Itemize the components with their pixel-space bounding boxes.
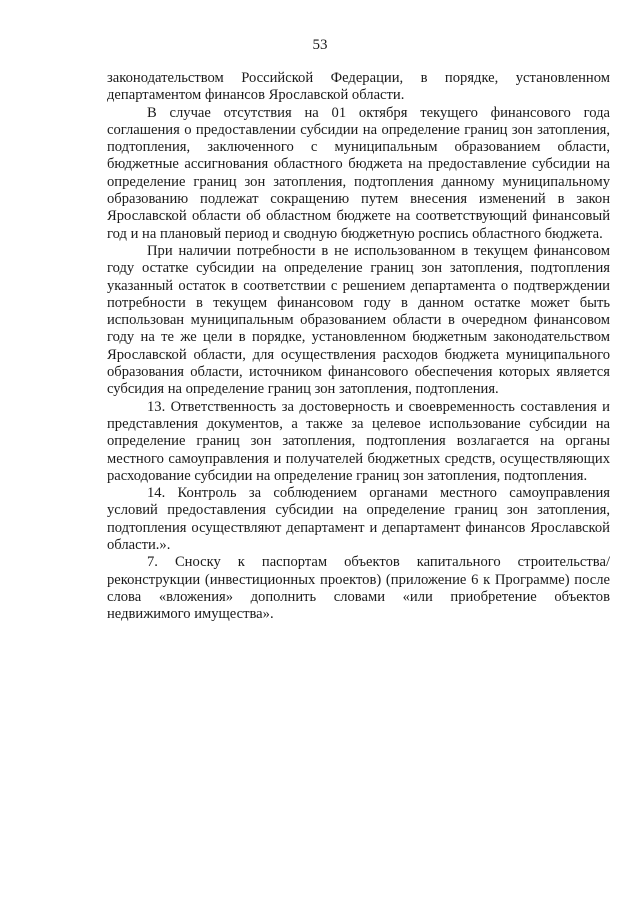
document-body	[107, 70, 610, 624]
paragraph: При наличии потребности в не использованном в текущем финансовом году остатке субсидии на определение границ зон затопления, подтопления указанный остаток в соответствии с решением департамента о подтверждении потребности в текущем финансовом году в данном остатке может быть использован муниципальным образованием области в очередном финансовом году на те же цели в порядке, установленном бюджетным законодательством Ярославской области, для осуществления расходов бюджета муниципального образования области, источником финансового обеспечения которых является субсидия на определение границ зон затопления, подтопления.	[107, 242, 610, 398]
paragraph: 7. Сноску к паспортам объектов капитального строительства/ реконструкции (инвестиционных проектов) (приложение 6 к Программе) после слова «вложения» дополнить словами «или приобретение объектов недвижимого имущества».	[107, 554, 610, 623]
paragraph: 14. Контроль за соблюдением органами местного самоуправления условий предоставления субсидии на определение границ зон затопления, подтопления осуществляют департамент и департамент финансов Ярославской области.».	[107, 485, 610, 554]
paragraph: 13. Ответственность за достоверность и своевременность составления и представления документов, а также за целевое использование субсидии на определение границ зон затопления, подтопления возлагается на органы местного самоуправления и получателей бюджетных средств, осуществляющих расходование субсидии на определение границ зон затопления, подтопления.	[107, 398, 610, 484]
paragraph: законодательством Российской Федерации, в порядке, установленном департаментом финансов Ярославской области.	[107, 70, 610, 104]
page-number: 53	[312, 37, 328, 53]
paragraph: В случае отсутствия на 01 октября текущего финансового года соглашения о предоставлении субсидии на определение границ зон затопления, подтопления, заключенного с муниципальным образованием области, бюджетные ассигнования областного бюджета на предоставление субсидии на определение границ зон затопления, подтопления данному муниципальному образованию подлежат сокращению путем внесения изменений в закон Ярославской области об областном бюджете на соответствующий финансовый год и на плановый период и сводную бюджетную роспись областного бюджета.	[107, 104, 610, 242]
